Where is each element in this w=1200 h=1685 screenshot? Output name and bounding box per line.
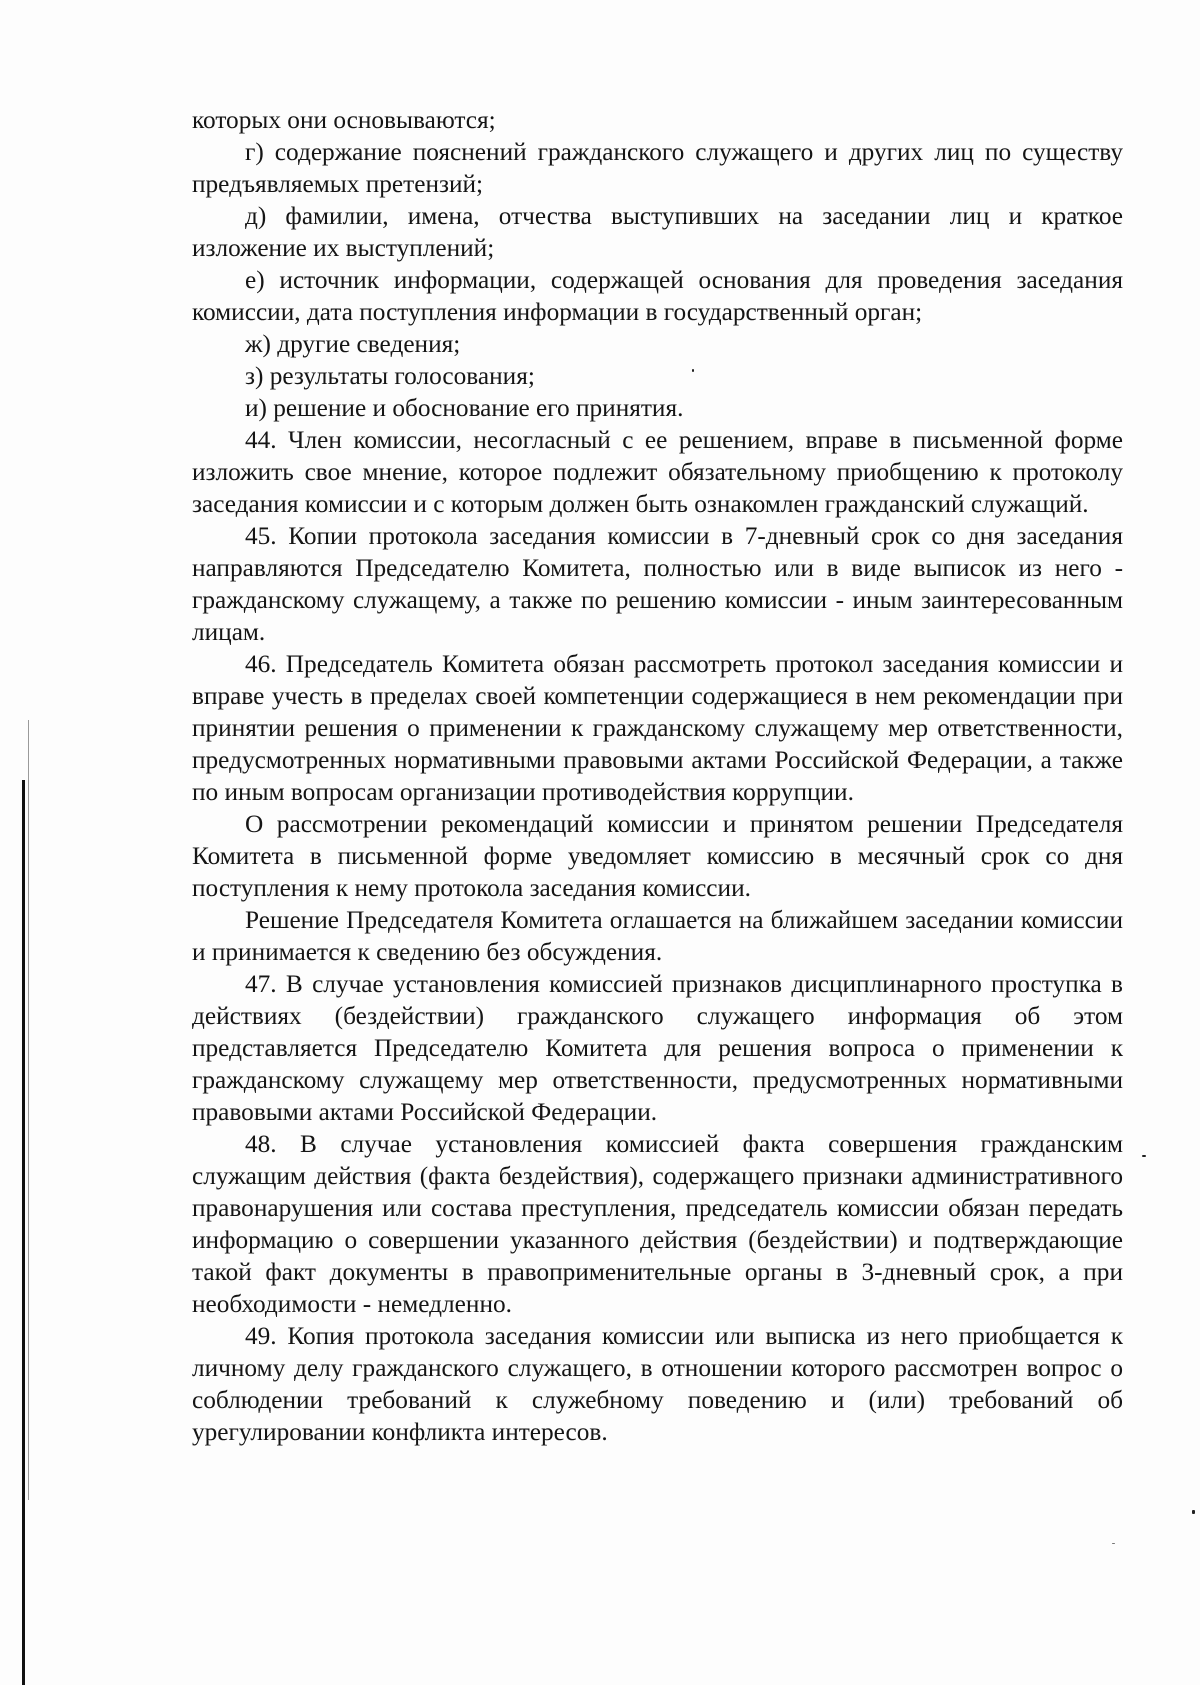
paragraph: Решение Председателя Комитета оглашается на ближайшем заседании комиссии и принимается к сведению без обсуждения. [192, 906, 1123, 966]
paragraph: 44. Член комиссии, несогласный с ее решением, вправе в письменной форме изложить свое мнение, которое подлежит обязательному приобщению к протоколу заседания комиссии и с которым должен быть ознакомлен гражданский служащий. [192, 426, 1123, 518]
paragraph: 46. Председатель Комитета обязан рассмотреть протокол заседания комиссии и вправе учесть в пределах своей компетенции содержащиеся в нем рекомендации при принятии решения о применении к гражданскому служащему мер ответственности, предусмотренных нормативными правовыми актами Российской Федерации, а также по иным вопросам организации противодействия коррупции. [192, 650, 1123, 806]
paragraph: е) источник информации, содержащей основания для проведения заседания комиссии, дата поступления информации в государственный орган; [192, 266, 1123, 326]
scan-speck [1192, 1510, 1195, 1514]
paragraph: О рассмотрении рекомендаций комиссии и принятом решении Председателя Комитета в письменной форме уведомляет комиссию в месячный срок со дня поступления к нему протокола заседания комиссии. [192, 810, 1123, 902]
paragraph: и) решение и обоснование его принятия. [245, 394, 684, 422]
scan-edge-shadow [28, 720, 29, 1500]
document-body [192, 104, 1123, 1448]
scan-speck [1112, 1543, 1115, 1544]
paragraph: д) фамилии, имена, отчества выступивших на заседании лиц и краткое изложение их выступлений; [192, 202, 1123, 262]
paragraph: 48. В случае установления комиссией факта совершения гражданским служащим действия (факта бездействия), содержащего признаки административного правонарушения или состава преступления, председатель комиссии обязан передать информацию о совершении указанного действия (бездействии) и подтверждающие такой факт документы в правоприменительные органы в 3-дневный срок, а при необходимости - немедленно. [192, 1130, 1123, 1318]
paragraph: з) результаты голосования; [245, 362, 535, 390]
paragraph: 47. В случае установления комиссией признаков дисциплинарного проступка в действиях (бездействии) гражданского служащего информация об этом представляется Председателю Комитета для решения вопроса о применении к гражданскому служащему мер ответственности, предусмотренных нормативными правовыми актами Российской Федерации. [192, 970, 1123, 1126]
paragraph: ж) другие сведения; [245, 330, 461, 358]
scan-speck [1142, 1155, 1146, 1157]
paragraph: г) содержание пояснений гражданского служащего и других лиц по существу предъявляемых претензий; [192, 138, 1123, 198]
paragraph: которых они основываются; [192, 106, 496, 134]
paragraph: 49. Копия протокола заседания комиссии или выписка из него приобщается к личному делу гражданского служащего, в отношении которого рассмотрен вопрос о соблюдении требований к служебному поведению и (или) требований об урегулировании конфликта интересов. [192, 1322, 1123, 1446]
scan-edge-line [22, 780, 25, 1685]
paragraph: 45. Копии протокола заседания комиссии в 7-дневный срок со дня заседания направляются Председателю Комитета, полностью или в виде выписок из него - гражданскому служащему, а также по решению комиссии - иным заинтересованным лицам. [192, 522, 1123, 646]
